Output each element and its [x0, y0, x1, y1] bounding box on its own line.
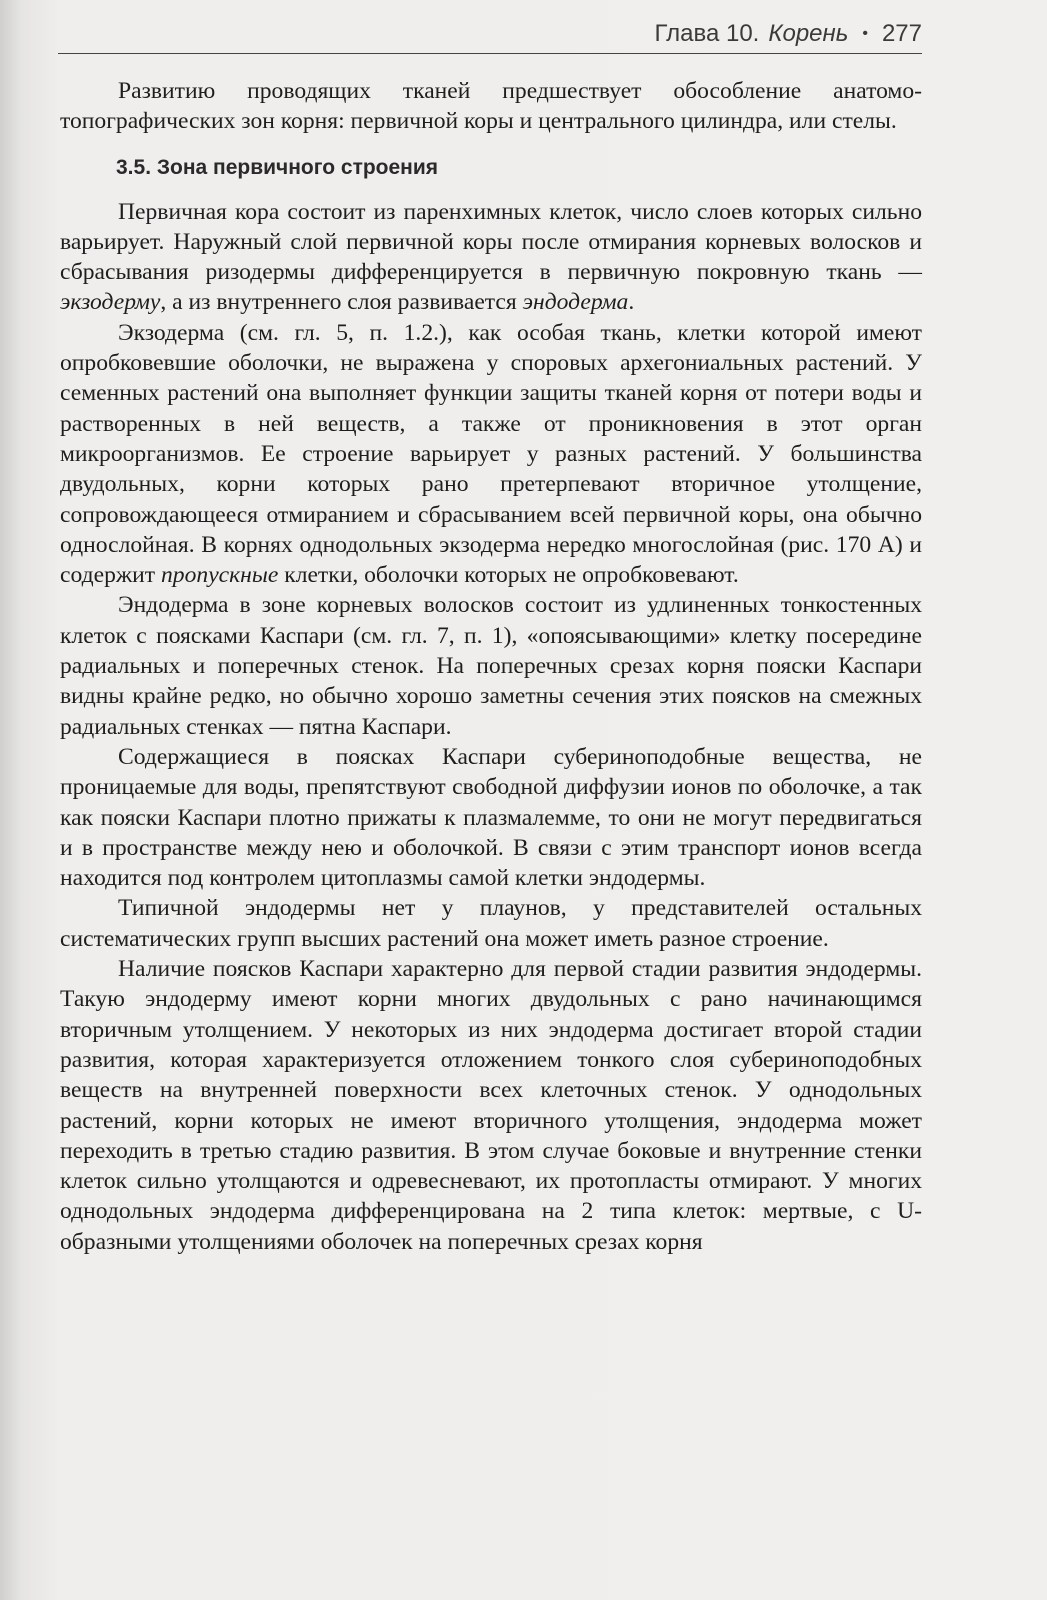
paragraph-suberin: Содержащиеся в поясках Каспари субериноподобные вещества, не проницаемые для воды, препятствуют свободной диффузии ионов по оболочке, а так как пояски Каспари плотно прижаты к плазмалемме, то они не могут передвигаться и в пространстве между нею и оболочкой. В связи с этим транспорт ионов всегда находится под контролем цитоплазмы самой клетки эндодермы. — [60, 743, 922, 892]
paragraph-stages: Наличие поясков Каспари характерно для первой стадии развития эндодермы. Такую эндодерму имеют корни многих двудольных с рано начинающимся вторичным утолщением. У некоторых из них эндодерма достигает второй стадии развития, которая характеризуется отложением тонкого слоя субериноподобных веществ на внутренней поверхности всех клеточных стенок. У однодольных растений, корни которых не имеют вторичного утолщения, эндодерма может переходить в третью стадию развития. В этом случае боковые и внутренние стенки клеток сильно утолщаются и одревесневают, их протопласты отмирают. У многих однодольных эндодерма дифференцирована на 2 типа клеток: мертвые, с U-образными утолщениями оболочек на поперечных срезах корня — [60, 956, 922, 1255]
p1-term-endodermis: эндодерма — [522, 289, 629, 316]
paragraph-primary-cortex — [60, 197, 922, 318]
running-header — [58, 14, 922, 54]
section-heading: 3.5. Зона первичного строения — [116, 155, 439, 179]
p2-text-b: клетки, оболочки которых не опробковевают. — [278, 562, 739, 589]
p1-text-c: . — [628, 289, 635, 316]
paragraph-endodermis: Эндодерма в зоне корневых волосков состоит из удлиненных тонкостенных клеток с поясками Каспари (см. гл. 7, п. 1), «опоясывающими» клетку посередине радиальных и поперечных стенок. На поперечных срезах корня пояски Каспари видны крайне редко, но обычно хорошо заметны сечения этих поясков на смежных радиальных стенках — пятна Каспари. — [60, 592, 922, 740]
page-body — [60, 76, 922, 1257]
chapter-title: Корень — [768, 19, 849, 47]
page-number: 277 — [881, 19, 922, 47]
p2-text-a: Экзодерма (см. гл. 5, п. 1.2.), как особая ткань, клетки которой имеют опробковевшие оболочки, не выражена у споровых архегониальных растений. У семенных растений она выполняет функции защиты тканей корня от потери воды и растворенных в ней веществ, а также от проникновения в этот орган микроорганизмов. Ее строение варьирует у разных растений. У большинства двудольных, корни которых рано претерпевают вторичное утолщение, сопровождающееся отмиранием и сбрасыванием всей первичной коры, она обычно однослойная. В корнях однодольных экзодерма нередко многослойная (рис. 170 А) и содержит — [60, 319, 922, 589]
intro-paragraph: Развитию проводящих тканей предшествует обособление анатомо-топографических зон корня: первичной коры и центрального цилиндра, или стелы. — [60, 78, 922, 135]
p1-text-b: , а из внутреннего слоя развивается — [160, 289, 523, 316]
paragraph-lycopods: Типичной эндодермы нет у плаунов, у представителей остальных систематических групп высших растений она может иметь разное строение. — [60, 895, 922, 952]
chapter-label: Глава 10. — [654, 19, 760, 47]
p1-text-a: Первичная кора состоит из паренхимных клеток, число слоев которых сильно варьирует. Наружный слой первичной коры после отмирания корневых волосков и сбрасывания ризодермы дифференцируется в первичную покровную ткань — — [60, 198, 922, 286]
header-bullet: • — [862, 24, 868, 42]
paragraph-exodermis — [60, 318, 922, 591]
p1-term-exodermis: экзодерму — [60, 289, 161, 316]
p2-term-passage-cells: пропускные — [161, 562, 279, 589]
